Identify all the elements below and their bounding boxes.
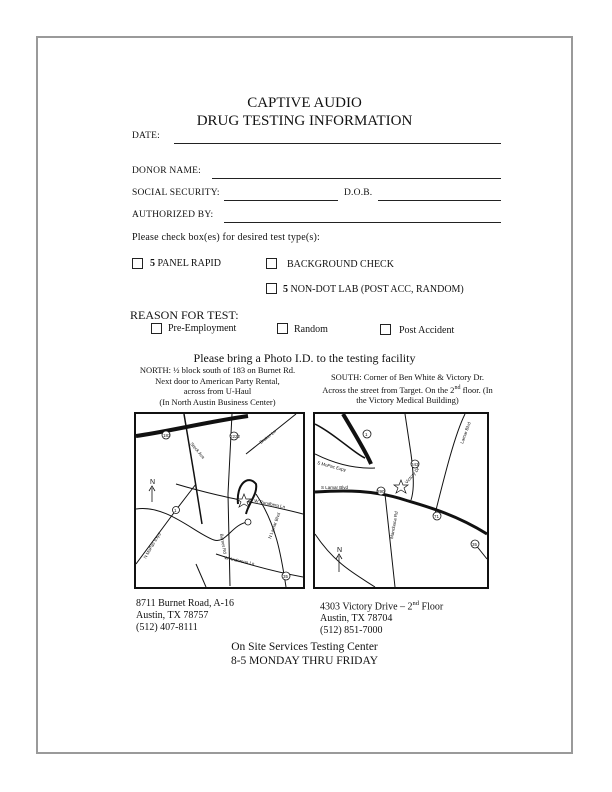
background-check-label: BACKGROUND CHECK [287,259,394,270]
north-map [134,412,305,589]
random-label: Random [294,324,328,335]
south-map-drawing [315,414,487,587]
south-compass-label: N [337,547,343,554]
i35-label: 35 [283,574,289,579]
lamar-blvd-road [435,414,465,514]
rd-2222-label: 2222 [230,434,241,439]
braker-label: Braker Ln [258,428,277,445]
manchaca-label: Manchaca Rd [389,510,399,540]
s-lamar-label: S Lamar Blvd [321,485,349,490]
south-directions: SOUTH: Corner of Ben White & Victory Dr. Across the street from Target. On the 2nd floor. (In the Victory Medical Building) [322,372,493,405]
r35-label: 35 [472,542,478,547]
rundberg-label: W Rundberg Ln [253,498,286,510]
s-mopac-label: S MoPac Expy [316,460,347,473]
hwy-183-label: 183 [163,433,171,438]
loop1-road [196,564,206,587]
rundberg-road [136,508,248,540]
r1-label: 1 [365,432,368,437]
post-accident-checkbox[interactable] [380,324,391,335]
loop1-label: 1 [174,508,177,513]
north-map-drawing [136,414,303,587]
social-security-label: SOCIAL SECURITY: [132,188,220,198]
dob-label: D.O.B. [344,188,373,198]
post-accident-label: Post Accident [399,325,455,336]
non-dot-lab-checkbox[interactable] [266,283,277,294]
donor-name-label: DONOR NAME: [132,166,201,176]
company-name: CAPTIVE AUDIO [247,95,362,111]
mopac-road [343,414,371,464]
authorized-by-field[interactable] [224,222,501,223]
pre-employment-label: Pre-Employment [168,323,237,334]
south-address: 4303 Victory Drive – 2nd Floor Austin, TX 78704 (512) 851-7000 [320,600,444,637]
north-arrow-icon [149,486,155,502]
panel-rapid-label: 5 PANEL RAPID [150,258,221,269]
random-checkbox[interactable] [277,323,288,334]
date-field[interactable] [174,143,501,144]
reason-heading: REASON FOR TEST: [130,308,239,322]
non-dot-lab-label: 5 NON-DOT LAB (POST ACC, RANDOM) [283,284,464,295]
panel-rapid-checkbox[interactable] [132,258,143,269]
lamar-north-road [405,414,411,454]
footer: On Site Services Testing Center 8-5 MONDAY THRU FRIDAY [230,641,379,667]
r71-label: 71 [434,514,440,519]
burnet-loop [238,480,256,514]
north-address: 8711 Burnet Road, A-16 Austin, TX 78757 (512) 407-8111 [136,598,234,633]
north-directions: NORTH: ½ block south of 183 on Burnet Rd. Next door to American Party Rental, across from U-Haul (In North Austin Business Center) [139,365,296,407]
date-label: DATE: [132,131,160,141]
south-arrow-icon [336,554,342,572]
victory-label: Victory Dr [403,466,421,485]
steck-label: Steck Ave [189,441,206,460]
anderson-label: W Anderson Ln [223,555,255,567]
r290-label: 290 [377,489,385,494]
burnet-label: Burnet Rd [219,533,228,555]
test-type-prompt: Please check box(es) for desired test type(s): [132,232,321,243]
donor-name-field[interactable] [212,178,501,179]
junction-marker-icon [245,519,251,525]
steck-road [184,414,202,524]
manchaca-road [385,494,395,587]
form-page [36,36,573,754]
south-map [313,412,489,589]
north-compass-label: N [150,479,156,486]
dob-field[interactable] [378,200,501,201]
mopac-label: N MoPac Expy [142,531,162,560]
photo-id-notice: Please bring a Photo I.D. to the testing facility [193,351,416,365]
pre-employment-checkbox[interactable] [151,323,162,334]
lamar-label: N Lamar Blvd [267,512,282,540]
r343-label: 343 [411,462,419,467]
form-title: DRUG TESTING INFORMATION [196,113,413,129]
authorized-by-label: AUTHORIZED BY: [132,210,214,220]
social-security-field[interactable] [224,200,338,201]
ben-white-road [315,491,487,534]
background-check-checkbox[interactable] [266,258,277,269]
lamar-label: Lamar Blvd [459,421,472,445]
south-road [315,534,375,587]
